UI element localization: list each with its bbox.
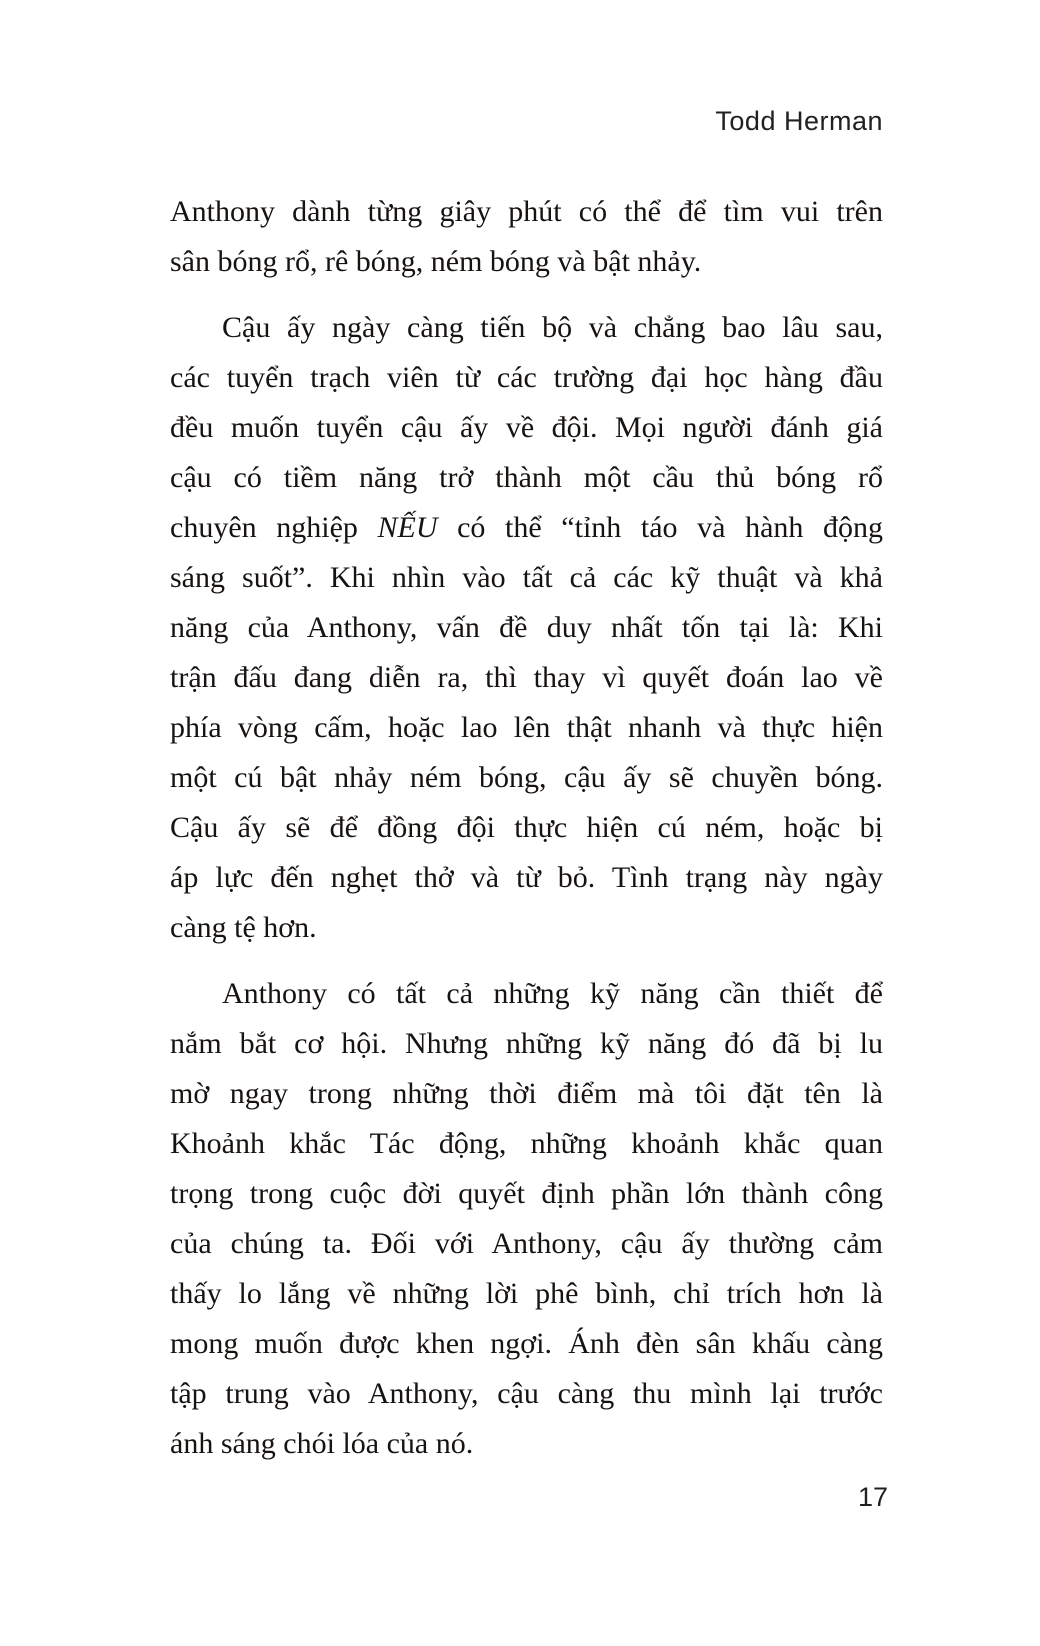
text-line: nắm bắt cơ hội. Nhưng những kỹ năng đó đã bị lu <box>170 1027 883 1060</box>
page-number: 17 <box>857 1482 888 1512</box>
text-line: sân bóng rổ, rê bóng, ném bóng và bật nhảy. <box>170 245 702 278</box>
text-line: một cú bật nhảy ném bóng, cậu ấy sẽ chuyền bóng. <box>170 761 883 794</box>
text-line: Cậu ấy ngày càng tiến bộ và chẳng bao lâu sau, <box>222 311 883 344</box>
text-line: mong muốn được khen ngợi. Ánh đèn sân khấu càng <box>170 1327 883 1360</box>
text-line: ánh sáng chói lóa của nó. <box>170 1427 474 1460</box>
text-line: trận đấu đang diễn ra, thì thay vì quyết đoán lao về <box>170 661 883 694</box>
text-line: Khoảnh khắc Tác động, những khoảnh khắc quan <box>170 1127 883 1160</box>
paragraph <box>170 969 883 1469</box>
text-line: các tuyển trạch viên từ các trường đại học hàng đầu <box>170 361 883 394</box>
text-line: Anthony có tất cả những kỹ năng cần thiết để <box>222 977 883 1010</box>
paragraph <box>170 303 883 953</box>
emphasized-text: NẾU <box>377 511 438 544</box>
text-line: mờ ngay trong những thời điểm mà tôi đặt tên là <box>170 1077 883 1110</box>
text-line: Cậu ấy sẽ để đồng đội thực hiện cú ném, hoặc bị <box>170 811 883 844</box>
text-line: Anthony dành từng giây phút có thể để tìm vui trên <box>170 195 883 228</box>
text-line: càng tệ hơn. <box>170 911 317 944</box>
text-line: tập trung vào Anthony, cậu càng thu mình lại trước <box>170 1377 883 1410</box>
text-line: cậu có tiềm năng trở thành một cầu thủ bóng rổ <box>170 461 883 494</box>
text-line: phía vòng cấm, hoặc lao lên thật nhanh và thực hiện <box>170 711 883 744</box>
text-line: chuyên nghiệp NẾU có thể “tỉnh táo và hành động <box>170 511 883 544</box>
body-text <box>170 187 883 1469</box>
paragraph <box>170 187 883 287</box>
text-line: áp lực đến nghẹt thở và từ bỏ. Tình trạng này ngày <box>170 861 883 894</box>
text-line: trọng trong cuộc đời quyết định phần lớn thành công <box>170 1177 883 1210</box>
text-line: thấy lo lắng về những lời phê bình, chỉ trích hơn là <box>170 1277 883 1310</box>
text-line: đều muốn tuyển cậu ấy về đội. Mọi người đánh giá <box>170 411 883 444</box>
running-header: Todd Herman <box>715 106 883 136</box>
text-line: của chúng ta. Đối với Anthony, cậu ấy thường cảm <box>170 1227 883 1260</box>
text-line: sáng suốt”. Khi nhìn vào tất cả các kỹ thuật và khả <box>170 561 883 594</box>
text-line: năng của Anthony, vấn đề duy nhất tốn tại là: Khi <box>170 611 883 644</box>
